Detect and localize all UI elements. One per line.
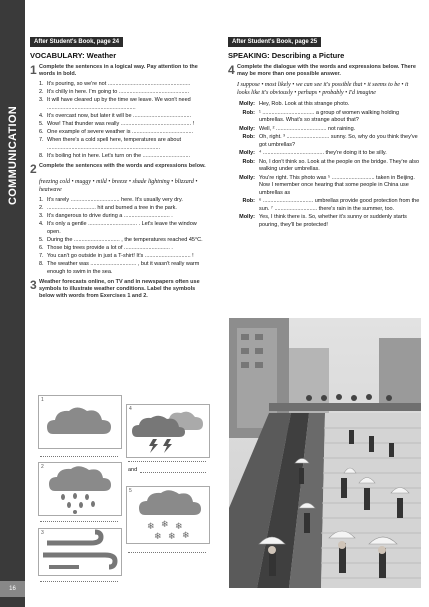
- item-text: It will have cleared up by the time we leave. We won't need ..........................................................: [47, 97, 191, 111]
- item-text: It's boiling hot in here. Let's turn on the ...............................: [47, 153, 191, 159]
- exercise-item: [39, 204, 212, 212]
- dialogue-line: [228, 110, 420, 125]
- dialogue-line: [228, 134, 420, 149]
- item-text: It's only a gentle ................................ . Let's leave the window open.: [47, 221, 197, 235]
- exercise-number: 3: [30, 278, 37, 292]
- exercise-instruction: Weather forecasts online, on TV and in newspapers often use symbols to illustrate weather conditions. Label the symbols below with words from Exercises 1 and 2.: [39, 279, 200, 299]
- speaker-name: Molly:: [239, 150, 255, 156]
- answer-line[interactable]: [140, 472, 206, 473]
- box-number: 2: [41, 464, 44, 470]
- left-header: After Student's Book, page 24: [30, 37, 123, 47]
- speaker-name: Rob:: [242, 109, 255, 116]
- exercise-item: [39, 220, 212, 236]
- speaker-name: Molly:: [239, 125, 255, 132]
- exercise-3: [30, 279, 212, 300]
- dialogue-text: Hey, Rob. Look at this strange photo.: [259, 101, 350, 107]
- item-text: ................................ hit and burned a tree in the park.: [47, 205, 177, 211]
- page-number: 16: [0, 581, 25, 597]
- exercise-item: [39, 212, 212, 220]
- dialogue-text: ¹ .................................. a group of women walking holding umbrellas. What's so strange about that?: [259, 109, 400, 123]
- exercise-item: [39, 252, 212, 260]
- word-bank: freezing cold • muggy • mild • breeze • shade lightning • blizzard • heatwave: [39, 179, 198, 193]
- speaker-name: Molly:: [239, 174, 255, 181]
- item-text: Those big trees provide a lot of .............................. .: [47, 245, 173, 251]
- exercise-number: 2: [30, 162, 37, 176]
- item-text: During the .............................. , the temperatures reached 45°C.: [47, 237, 203, 243]
- answer-line[interactable]: [40, 581, 118, 582]
- item-text: You can't go outside in just a T-shirt! It's .............................. !: [47, 253, 194, 259]
- exercise-instruction: Complete the dialogue with the words and expressions below. There may be more than one possible answer.: [237, 64, 416, 77]
- speaker-name: Molly:: [239, 214, 255, 220]
- weather-box-1: [38, 395, 122, 449]
- cloud-icon: [39, 396, 121, 448]
- exercise-item: [39, 112, 212, 120]
- dialogue-text: You're right. This photo was ⁵ ............................ taken in Beijing. Now I remember once hearing that some people in China use umbrellas as: [259, 174, 415, 196]
- item-number: 2.: [39, 89, 44, 95]
- exercise-1: [30, 64, 212, 160]
- wind-icon: [39, 529, 121, 575]
- answer-line[interactable]: [40, 456, 118, 457]
- umbrella-crowd-image: [229, 318, 421, 588]
- item-text: It's chilly in here. I'm going to ..............................................: [47, 89, 190, 95]
- svg-text:❄: ❄: [182, 531, 190, 541]
- item-number: 6.: [39, 245, 44, 251]
- sidebar: [0, 0, 25, 607]
- exercise-item: [39, 260, 212, 276]
- box-number: 5: [129, 488, 132, 494]
- item-number: 6.: [39, 129, 44, 135]
- item-number: 5.: [39, 121, 44, 127]
- box-number: 3: [41, 530, 44, 536]
- exercise-2-items: [39, 196, 212, 276]
- exercise-item: [39, 80, 212, 88]
- snow-cloud-icon: [127, 487, 209, 543]
- exercise-item: [39, 96, 212, 112]
- item-text: It's pouring, so we're not ......................................................: [47, 81, 191, 87]
- item-number: 2.: [39, 205, 44, 211]
- dialogue-text: No, I don't think so. Look at the people on the bridge. They're also walking under umbrellas.: [259, 158, 420, 172]
- speaking-title: SPEAKING: Describing a Picture: [228, 51, 345, 60]
- exercise-item: [39, 152, 212, 160]
- weather-box-5: [126, 486, 210, 544]
- item-number: 8.: [39, 153, 44, 159]
- dialogue-text: Well, ² ................................. not raining.: [259, 125, 356, 132]
- item-number: 3.: [39, 213, 44, 219]
- weather-box-4: [126, 404, 210, 458]
- weather-box-2: [38, 462, 122, 516]
- item-text: It's overcast now, but later it will be ......................................: [47, 113, 192, 119]
- dialogue-line: [228, 175, 420, 198]
- exercise-item: [39, 136, 212, 152]
- exercise-item: [39, 244, 212, 252]
- answer-line[interactable]: [128, 552, 206, 553]
- item-number: 1.: [39, 197, 44, 203]
- vocabulary-title: VOCABULARY: Weather: [30, 51, 117, 60]
- box-number: 1: [41, 397, 44, 403]
- cloud-lightning-icon: [127, 405, 209, 457]
- exercise-item: [39, 196, 212, 204]
- dialogue-line: [228, 101, 420, 109]
- svg-text:❄: ❄: [147, 522, 155, 532]
- dialogue-text: Yes, I think there is. So, whether it's sunny or suddenly starts pouring, they'll be protected!: [259, 214, 407, 228]
- item-text: When there's a cold spell here, temperatures are about ..........................................................................: [47, 137, 182, 151]
- item-text: One example of severe weather is ........................................: [47, 129, 194, 135]
- right-header: After Student's Book, page 25: [228, 37, 321, 47]
- word-bank: I suppose • most likely • we can see it's possible that • it seems to be • it looks like it's obviously • perhaps • probably • I'd imagine: [237, 82, 409, 96]
- item-text: Wow! That thunder was really .............................................. !: [47, 121, 195, 127]
- svg-text:❄: ❄: [175, 522, 183, 532]
- dialogue-text: ⁴ ........................................ they're doing it to be silly.: [259, 150, 387, 156]
- item-number: 5.: [39, 237, 44, 243]
- left-column: [30, 30, 212, 300]
- item-number: 1.: [39, 81, 44, 87]
- dialogue-line: [228, 214, 420, 229]
- dialogue-line: [228, 126, 420, 134]
- section-label: COMMUNICATION: [7, 105, 19, 205]
- dialogue-line: [228, 159, 420, 174]
- item-number: 7.: [39, 253, 44, 259]
- dialogue-text: ⁶ ................................. umbrellas provide good protection from the sun. ⁷ ............................ there's rain in the summer, too.: [259, 198, 420, 212]
- exercise-instruction: Complete the sentences in a logical way. Pay attention to the words in bold.: [39, 64, 198, 77]
- right-column: [228, 30, 420, 230]
- dialogue-line: [228, 150, 420, 158]
- and-label: and: [128, 467, 138, 473]
- item-number: 7.: [39, 137, 44, 143]
- escalator-photo: [229, 318, 421, 588]
- item-text: It's dangerous to drive during a .............................. .: [47, 213, 173, 219]
- dialogue: [228, 101, 420, 229]
- svg-text:❄: ❄: [168, 532, 176, 542]
- speaker-name: Molly:: [239, 101, 255, 107]
- dialogue-text: Oh, right. ³ ............................ sunny. So, why do you think they've got umbrellas?: [259, 134, 418, 148]
- box-number: 4: [129, 406, 132, 412]
- item-number: 8.: [39, 261, 44, 267]
- speaker-name: Rob:: [242, 158, 255, 165]
- svg-text:❄: ❄: [154, 532, 162, 542]
- exercise-instruction: Complete the sentences with the words and expressions below.: [39, 163, 206, 169]
- item-number: 4.: [39, 221, 44, 227]
- exercise-number: 4: [228, 63, 235, 77]
- speaker-name: Rob:: [242, 198, 255, 204]
- answer-line[interactable]: [128, 461, 206, 462]
- exercise-number: 1: [30, 63, 37, 77]
- exercise-item: [39, 88, 212, 96]
- exercise-item: [39, 128, 212, 136]
- exercise-4: [228, 64, 420, 78]
- item-number: 3.: [39, 97, 44, 103]
- svg-text:❄: ❄: [161, 520, 169, 530]
- weather-box-3: [38, 528, 122, 576]
- exercise-2: [30, 163, 212, 175]
- exercise-item: [39, 120, 212, 128]
- exercise-1-items: [39, 80, 212, 160]
- item-text: The weather was .............................. , but it wasn't really warm enough to swim in the sea.: [47, 261, 200, 275]
- answer-line[interactable]: [40, 521, 118, 522]
- speaker-name: Rob:: [242, 134, 255, 140]
- item-text: It's rarely ................................ here. It's usually very dry.: [47, 197, 183, 203]
- item-number: 4.: [39, 113, 44, 119]
- exercise-item: [39, 236, 212, 244]
- rain-cloud-icon: [39, 463, 121, 515]
- dialogue-line: [228, 198, 420, 213]
